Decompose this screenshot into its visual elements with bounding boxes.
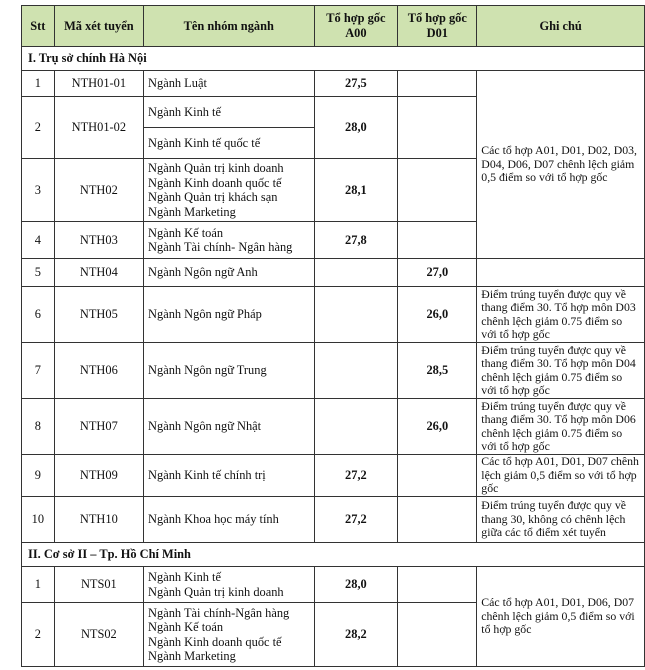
section-1-row: [22, 47, 645, 71]
header-d01: Tổ hợp gốc D01: [398, 6, 477, 47]
a00-cell: 28,2: [314, 603, 398, 667]
a00-cell: [314, 259, 398, 287]
stt-cell: 4: [22, 222, 55, 259]
stt-cell: 9: [22, 455, 55, 497]
a00-cell: 28,1: [314, 159, 398, 222]
header-group: Tên nhóm ngành: [144, 6, 314, 47]
group-subcell: Ngành Kinh tế: [148, 104, 221, 119]
d01-cell: [398, 71, 477, 97]
table-row: [22, 287, 645, 343]
group-cell: Ngành Ngôn ngữ Trung: [144, 343, 314, 399]
a00-cell: 27,2: [314, 497, 398, 543]
a00-cell: 27,8: [314, 222, 398, 259]
group-cell: Ngành Quản trị kinh doanh Ngành Kinh doanh quốc tế Ngành Quản trị khách sạn Ngành Marketing: [144, 159, 314, 222]
section-2-row: [22, 543, 645, 567]
table-row: [22, 455, 645, 497]
group-cell: Ngành Kinh tế Ngành Quản trị kinh doanh: [144, 567, 314, 603]
group-cell-split: [144, 97, 314, 159]
admission-score-table: [21, 5, 645, 667]
d01-cell: [398, 97, 477, 159]
stt-cell: 1: [22, 71, 55, 97]
stt-cell: 10: [22, 497, 55, 543]
code-cell: NTH01-02: [54, 97, 143, 159]
group-subcell: Ngành Kinh tế quốc tế: [144, 127, 313, 158]
table-row: [22, 497, 645, 543]
note-cell-empty: [477, 259, 645, 287]
code-cell: NTH10: [54, 497, 143, 543]
code-cell: NTH03: [54, 222, 143, 259]
a00-cell: 28,0: [314, 97, 398, 159]
group-cell: Ngành Ngôn ngữ Pháp: [144, 287, 314, 343]
d01-cell: [398, 603, 477, 667]
table-row: [22, 71, 645, 97]
d01-cell: 26,0: [398, 287, 477, 343]
header-a00: Tổ hợp gốc A00: [314, 6, 398, 47]
merged-note-hanoi: Các tổ hợp A01, D01, D02, D03, D04, D06, D07 chênh lệch giảm 0,5 điểm so với tổ hợp gốc: [477, 71, 645, 259]
code-cell: NTS01: [54, 567, 143, 603]
d01-cell: 28,5: [398, 343, 477, 399]
code-cell: NTS02: [54, 603, 143, 667]
code-cell: NTH09: [54, 455, 143, 497]
group-cell: Ngành Tài chính-Ngân hàng Ngành Kế toán Ngành Kinh doanh quốc tế Ngành Marketing: [144, 603, 314, 667]
stt-cell: 2: [22, 97, 55, 159]
note-cell: Điểm trúng tuyển được quy về thang 30, không có chênh lệch giữa các tổ điểm xét tuyển: [477, 497, 645, 543]
stt-cell: 1: [22, 567, 55, 603]
stt-cell: 8: [22, 399, 55, 455]
header-row: [22, 6, 645, 47]
table-row: [22, 399, 645, 455]
d01-cell: [398, 159, 477, 222]
note-cell: Điểm trúng tuyển được quy về thang điểm 30. Tổ hợp môn D03 chênh lệch giảm 0.75 điểm so với tổ hợp gốc: [477, 287, 645, 343]
table-row: [22, 567, 645, 603]
d01-cell: [398, 567, 477, 603]
section-2-title: II. Cơ sở II – Tp. Hồ Chí Minh: [22, 543, 645, 567]
code-cell: NTH07: [54, 399, 143, 455]
stt-cell: 6: [22, 287, 55, 343]
a00-cell: [314, 399, 398, 455]
section-1-title: I. Trụ sở chính Hà Nội: [22, 47, 645, 71]
d01-cell: [398, 497, 477, 543]
code-cell: NTH02: [54, 159, 143, 222]
a00-cell: [314, 343, 398, 399]
table-row: [22, 259, 645, 287]
stt-cell: 2: [22, 603, 55, 667]
group-cell: Ngành Ngôn ngữ Anh: [144, 259, 314, 287]
note-cell: Điểm trúng tuyển được quy về thang điểm 30. Tổ hợp môn D04 chênh lệch giảm 0.75 điểm so với tổ hợp gốc: [477, 343, 645, 399]
a00-cell: [314, 287, 398, 343]
group-cell: Ngành Kế toán Ngành Tài chính- Ngân hàng: [144, 222, 314, 259]
note-cell: Điểm trúng tuyển được quy về thang điểm 30. Tổ hợp môn D06 chênh lệch giảm 0.75 điểm so với tổ hợp gốc: [477, 399, 645, 455]
code-cell: NTH06: [54, 343, 143, 399]
merged-note-hcm: Các tổ hợp A01, D01, D06, D07 chênh lệch giảm 0,5 điểm so với tổ hợp gốc: [477, 567, 645, 667]
code-cell: NTH04: [54, 259, 143, 287]
d01-cell: 27,0: [398, 259, 477, 287]
group-cell: Ngành Khoa học máy tính: [144, 497, 314, 543]
d01-cell: [398, 222, 477, 259]
note-cell: Các tổ hợp A01, D01, D07 chênh lệch giảm 0,5 điểm so với tổ hợp gốc: [477, 455, 645, 497]
stt-cell: 3: [22, 159, 55, 222]
group-cell: Ngành Kinh tế chính trị: [144, 455, 314, 497]
header-stt: Stt: [22, 6, 55, 47]
code-cell: NTH01-01: [54, 71, 143, 97]
a00-cell: 27,2: [314, 455, 398, 497]
d01-cell: [398, 455, 477, 497]
table-row: [22, 343, 645, 399]
code-cell: NTH05: [54, 287, 143, 343]
header-note: Ghi chú: [477, 6, 645, 47]
a00-cell: 27,5: [314, 71, 398, 97]
group-cell: Ngành Luật: [144, 71, 314, 97]
d01-cell: 26,0: [398, 399, 477, 455]
a00-cell: 28,0: [314, 567, 398, 603]
stt-cell: 7: [22, 343, 55, 399]
header-code: Mã xét tuyển: [54, 6, 143, 47]
stt-cell: 5: [22, 259, 55, 287]
group-cell: Ngành Ngôn ngữ Nhật: [144, 399, 314, 455]
